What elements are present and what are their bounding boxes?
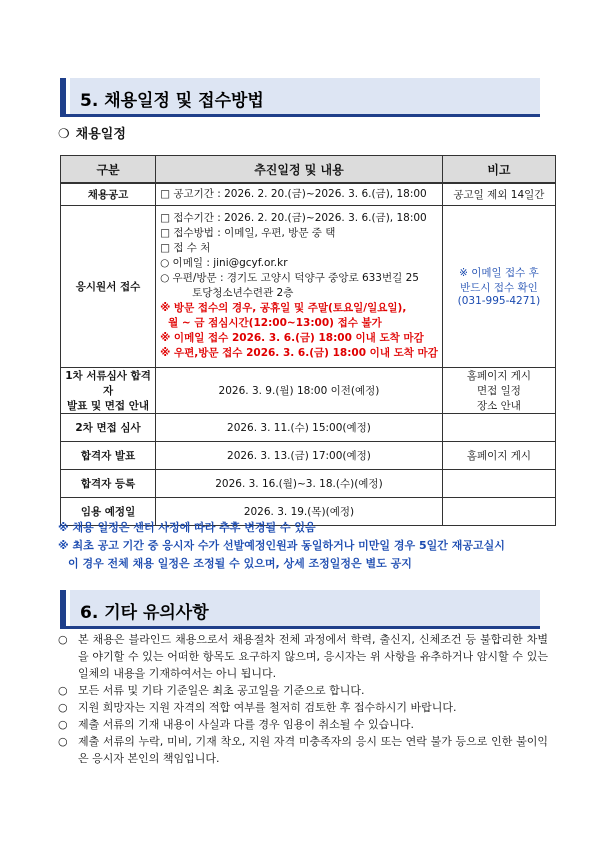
note-text: ※ 최초 공고 기간 중 응시자 수가 선발예정인원과 동일하거나 미만일 경우 5일간 재공고실시 bbox=[58, 539, 505, 552]
heading-underline bbox=[60, 114, 540, 117]
schedule-table bbox=[60, 155, 556, 526]
schedule-line: 토당청소년수련관 2층 bbox=[192, 287, 294, 299]
list-item bbox=[58, 699, 548, 716]
list-item-text: 모든 서류 및 기타 기준일은 최초 공고일을 기준으로 합니다. bbox=[78, 684, 365, 697]
warning-line: ※ 우편,방문 접수 2026. 3. 6.(금) 18:00 이내 도착 마감 bbox=[160, 347, 438, 359]
table-row bbox=[61, 469, 556, 497]
table-row bbox=[61, 183, 556, 205]
list-item bbox=[58, 631, 548, 682]
heading-accent bbox=[60, 78, 66, 114]
row-schedule bbox=[156, 183, 443, 205]
schedule-line: □ 접수방법 : 이메일, 우편, 방문 중 택 bbox=[160, 227, 336, 239]
table-header-row bbox=[61, 156, 556, 184]
section-5-title: 5. 채용일정 및 접수방법 bbox=[80, 91, 264, 111]
circle-bullet-icon: ❍ bbox=[58, 127, 70, 142]
category-line: 발표 및 면접 안내 bbox=[67, 399, 150, 412]
schedule-line: ○ 우편/방문 : 경기도 고양시 덕양구 중앙로 633번길 25 bbox=[160, 272, 419, 284]
schedule-line: □ 공고기간 : 2026. 2. 20.(금)~2026. 3. 6.(금), 18:00 bbox=[160, 187, 427, 200]
list-item bbox=[58, 716, 548, 733]
note-line: 반드시 접수 확인 bbox=[460, 282, 538, 294]
list-item-text: 본 채용은 블라인드 채용으로서 채용절차 전체 과정에서 학력, 출신지, 신체조건 등 불합리한 차별을 야기할 수 있는 어떠한 항목도 요구하지 않으며, 응시자는 위 사항을 유추하거나 암시할 수 있는 일체의 내용을 기재하여서는 아니 됩니다. bbox=[78, 633, 548, 680]
circle-bullet-icon: ○ bbox=[58, 718, 68, 731]
note-line: 홈페이지 게시 bbox=[466, 369, 532, 382]
section-5-heading bbox=[60, 78, 540, 114]
row-note: 공고일 제외 14일간 bbox=[442, 183, 555, 205]
table-row bbox=[61, 205, 556, 367]
warning-line: ※ 이메일 접수 2026. 3. 6.(금) 18:00 이내 도착 마감 bbox=[160, 332, 424, 344]
row-note bbox=[442, 413, 555, 441]
row-category: 2차 면접 심사 bbox=[61, 413, 156, 441]
note-line: 장소 안내 bbox=[476, 399, 521, 412]
schedule-subheading bbox=[58, 123, 126, 142]
schedule-notes bbox=[58, 519, 505, 573]
row-schedule: 2026. 3. 13.(금) 17:00(예정) bbox=[156, 441, 443, 469]
row-category: 합격자 발표 bbox=[61, 441, 156, 469]
precautions-list bbox=[58, 631, 548, 767]
list-item-text: 지원 희망자는 지원 자격의 적합 여부를 철저히 검토한 후 접수하시기 바랍니다. bbox=[78, 701, 457, 714]
note-text: ※ 채용 일정은 센터 사정에 따라 추후 변경될 수 있음 bbox=[58, 521, 316, 534]
header-note: 비고 bbox=[442, 156, 555, 184]
heading-accent bbox=[60, 590, 66, 626]
schedule-line: □ 접수기간 : 2026. 2. 20.(금)~2026. 3. 6.(금), 18:00 bbox=[160, 212, 427, 224]
table-row bbox=[61, 441, 556, 469]
row-note bbox=[442, 367, 555, 413]
row-note bbox=[442, 205, 555, 367]
note-line: (031-995-4271) bbox=[457, 295, 541, 307]
warning-line: 월 ~ 금 점심시간(12:00~13:00) 접수 불가 bbox=[168, 317, 382, 329]
list-item bbox=[58, 682, 548, 699]
note-line: ※ 이메일 접수 후 bbox=[459, 267, 539, 279]
row-category bbox=[61, 367, 156, 413]
circle-bullet-icon: ○ bbox=[58, 684, 68, 697]
circle-bullet-icon: ○ bbox=[58, 633, 68, 646]
circle-bullet-icon: ○ bbox=[58, 701, 68, 714]
row-note bbox=[442, 469, 555, 497]
category-line: 1차 서류심사 합격자 bbox=[65, 369, 151, 397]
row-schedule: 2026. 3. 9.(월) 18:00 이전(예정) bbox=[156, 367, 443, 413]
list-item-text: 제출 서류의 누락, 미비, 기재 착오, 지원 자격 미충족자의 응시 또는 연락 불가 등으로 인한 불이익은 응시자 본인의 책임입니다. bbox=[78, 735, 548, 765]
schedule-subheading-label: 채용일정 bbox=[75, 127, 126, 142]
note-line: 면접 일정 bbox=[476, 384, 521, 397]
row-schedule: 2026. 3. 19.(목)(예정) bbox=[156, 497, 443, 525]
table-row bbox=[61, 413, 556, 441]
row-category: 합격자 등록 bbox=[61, 469, 156, 497]
list-item-text: 제출 서류의 기재 내용이 사실과 다를 경우 임용이 취소될 수 있습니다. bbox=[78, 718, 414, 731]
row-note: 홈페이지 게시 bbox=[442, 441, 555, 469]
row-schedule: 2026. 3. 11.(수) 15:00(예정) bbox=[156, 413, 443, 441]
heading-underline bbox=[60, 626, 540, 629]
warning-line: ※ 방문 접수의 경우, 공휴일 및 주말(토요일/일요일), bbox=[160, 302, 407, 314]
header-category: 구분 bbox=[61, 156, 156, 184]
row-schedule bbox=[156, 205, 443, 367]
table-row bbox=[61, 367, 556, 413]
note-text: 이 경우 전체 채용 일정은 조정될 수 있으며, 상세 조정일정은 별도 공지 bbox=[68, 557, 412, 570]
row-category: 채용공고 bbox=[61, 183, 156, 205]
header-schedule: 추진일정 및 내용 bbox=[156, 156, 443, 184]
row-category: 응시원서 접수 bbox=[61, 205, 156, 367]
circle-bullet-icon: ○ bbox=[58, 735, 68, 748]
section-6-heading bbox=[60, 590, 540, 626]
schedule-line: ○ 이메일 : jini@gcyf.or.kr bbox=[160, 257, 288, 269]
row-category: 임용 예정일 bbox=[61, 497, 156, 525]
schedule-line: □ 접 수 처 bbox=[160, 242, 211, 254]
list-item bbox=[58, 733, 548, 767]
row-schedule: 2026. 3. 16.(월)~3. 18.(수)(예정) bbox=[156, 469, 443, 497]
section-6-title: 6. 기타 유의사항 bbox=[80, 603, 209, 623]
